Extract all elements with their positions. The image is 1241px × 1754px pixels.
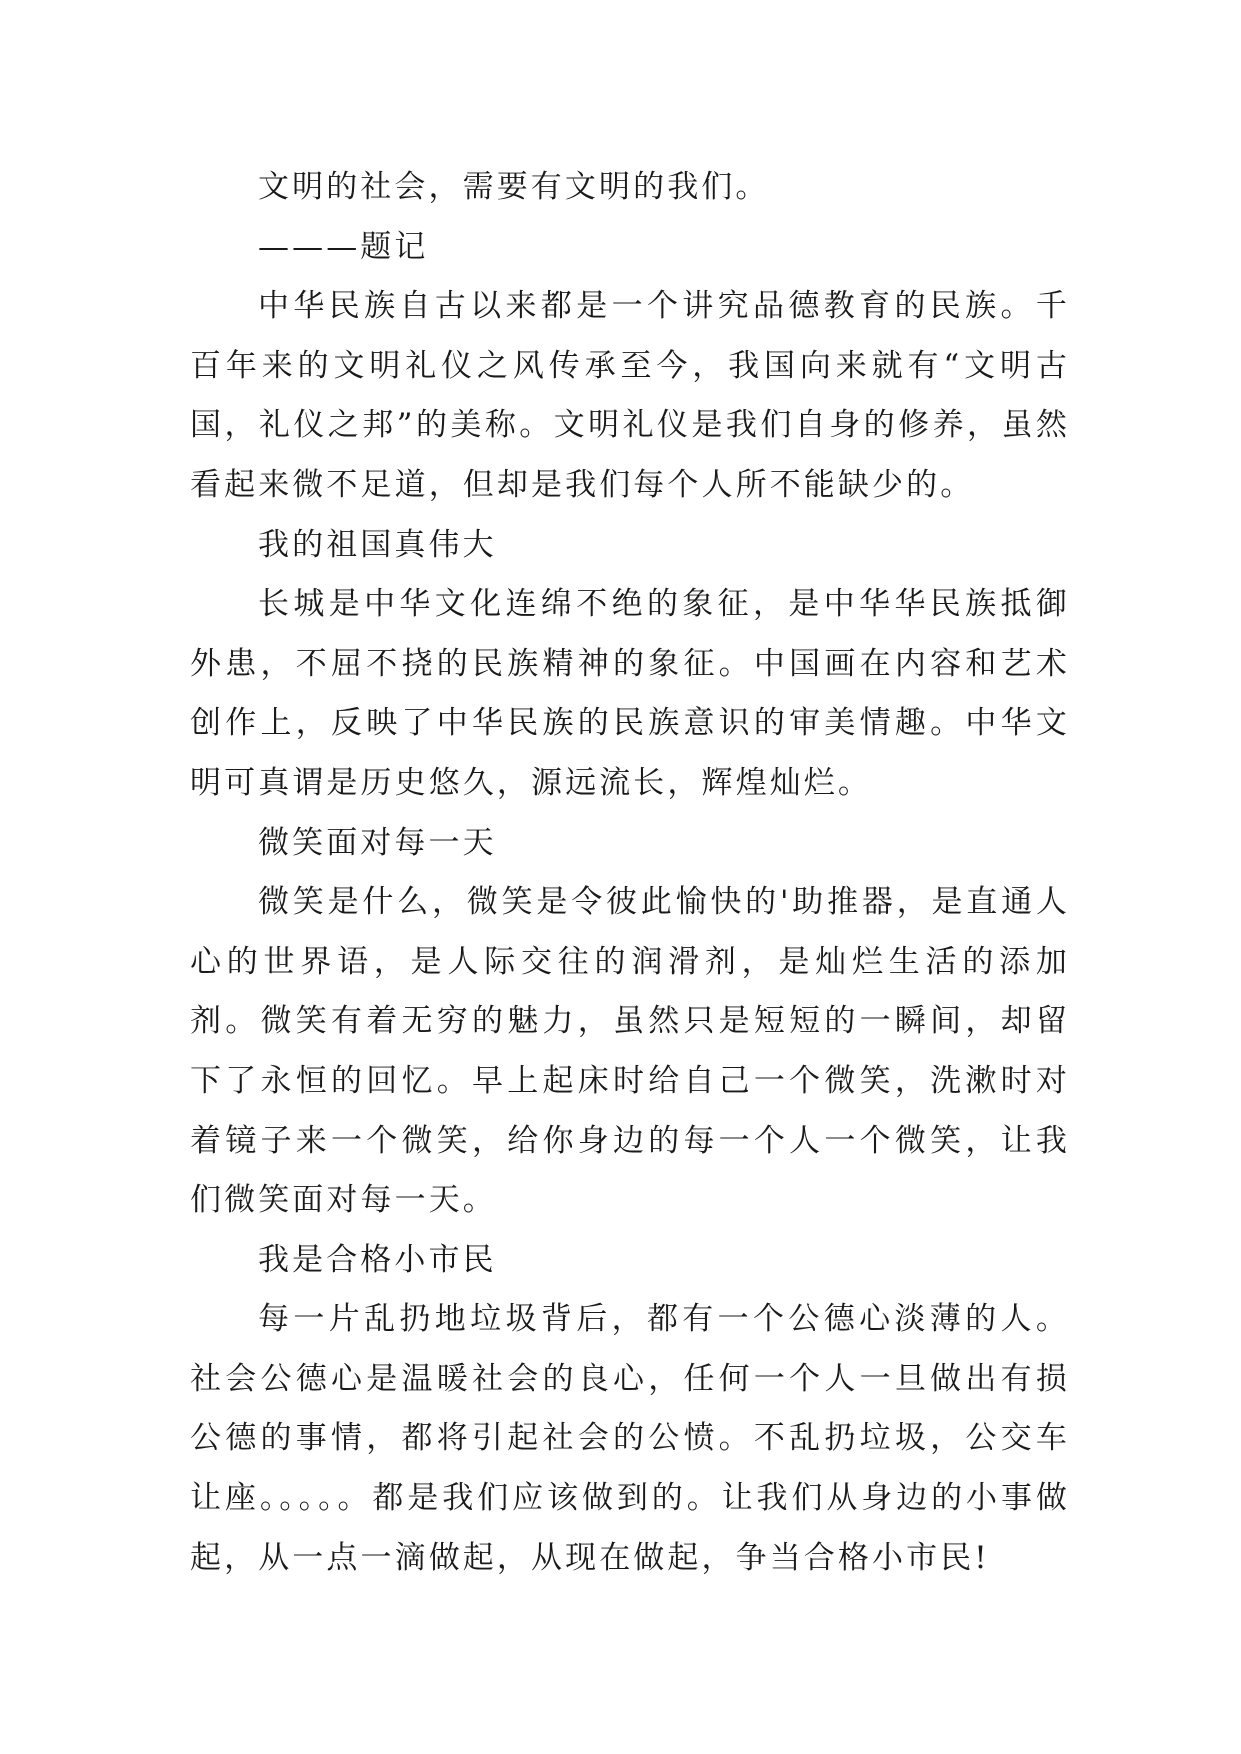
epigraph: 文明的社会，需要有文明的我们。 bbox=[258, 169, 770, 205]
epigraph-attribution: ———题记 bbox=[258, 228, 429, 265]
intro-paragraph: 中华民族自古以来都是一个讲究品德教育的民族。千百年来的文明礼仪之风传承至今，我国向来就有“文明古国，礼仪之邦”的美称。文明礼仪是我们自身的修养，虽然看起来微不足道，但却是我们每个人所不能缺少的。 bbox=[190, 288, 1070, 503]
document-body bbox=[190, 158, 1070, 1588]
section-body-smile: 微笑是什么，微笑是令彼此愉快的'助推器，是直通人心的世界语，是人际交往的润滑剂，是灿烂生活的添加剂。微笑有着无穷的魅力，虽然只是短短的一瞬间，却留下了永恒的回忆。早上起床时给自己一个微笑，洗漱时对着镜子来一个微笑，给你身边的每一个人一个微笑，让我们微笑面对每一天。 bbox=[190, 884, 1070, 1219]
section-body-citizen: 每一片乱扔地垃圾背后，都有一个公德心淡薄的人。社会公德心是温暖社会的良心，任何一个人一旦做出有损公德的事情，都将引起社会的公愤。不乱扔垃圾，公交车让座。。。。。都是我们应该做到的。让我们从身边的小事做起，从一点一滴做起，从现在做起，争当合格小市民! bbox=[190, 1301, 1070, 1576]
section-heading-motherland: 我的祖国真伟大 bbox=[258, 526, 497, 563]
section-body-motherland: 长城是中华文化连绵不绝的象征，是中华华民族抵御外患，不屈不挠的民族精神的象征。中国画在内容和艺术创作上，反映了中华民族的民族意识的审美情趣。中华文明可真谓是历史悠久，源远流长，辉煌灿烂。 bbox=[190, 586, 1070, 801]
section-heading-smile: 微笑面对每一天 bbox=[258, 824, 497, 861]
section-heading-citizen: 我是合格小市民 bbox=[258, 1241, 497, 1278]
